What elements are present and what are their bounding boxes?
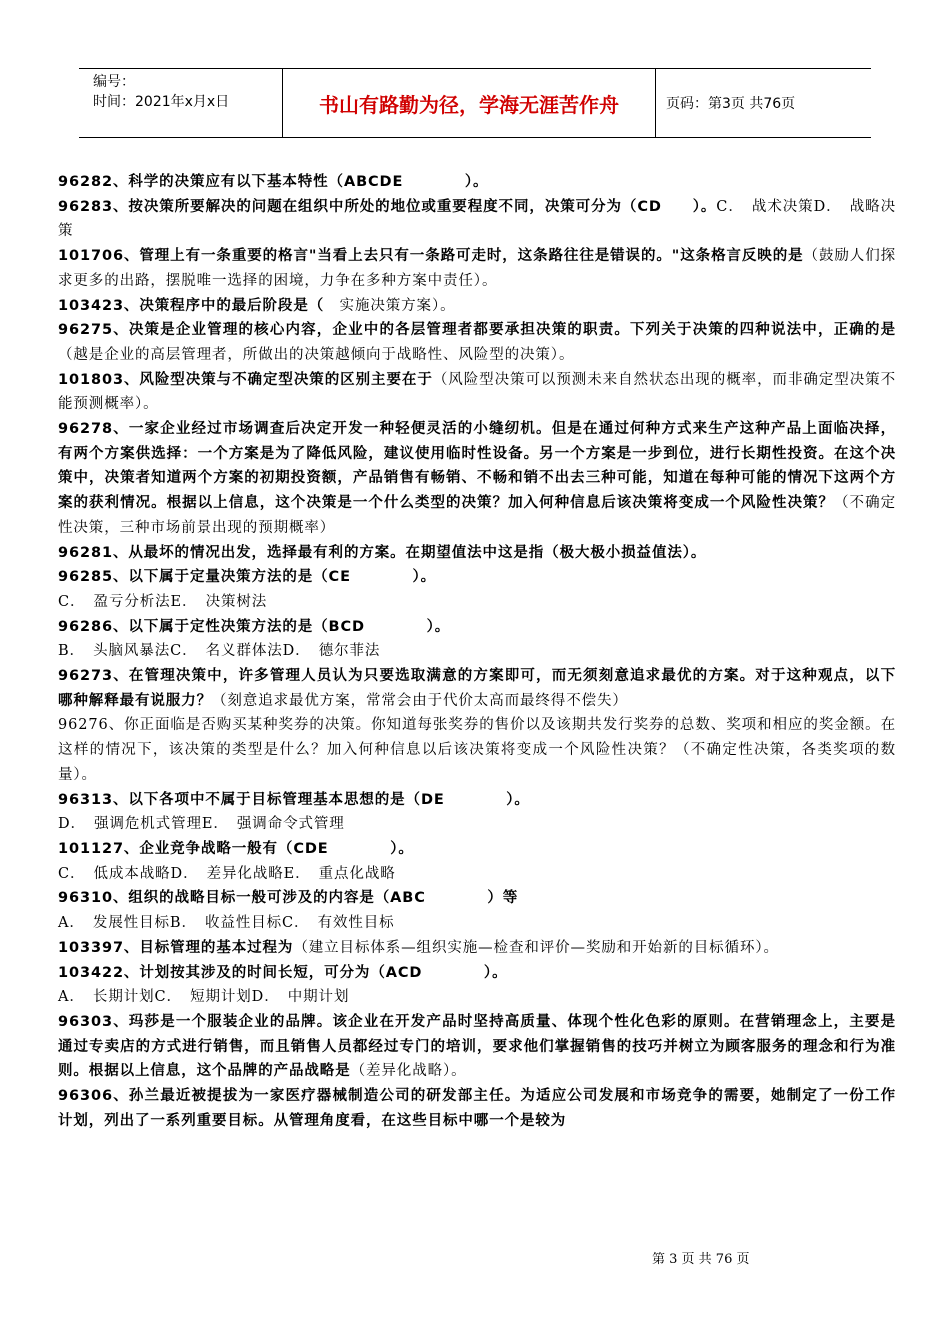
question-text: 103397、目标管理的基本过程为: [58, 939, 294, 956]
question-text: 96306、孙兰最近被提拔为一家医疗器械制造公司的研发部主任。为适应公司发展和市场竞争的需要，她制定了一份工作计划，列出了一系列重要目标。从管理角度看，在这些目标中哪一个是较为: [58, 1088, 896, 1129]
options-text: A． 发展性目标B． 收益性目标C． 有效性目标: [58, 915, 395, 932]
page-footer: 第 3 页 共 76 页: [652, 1252, 750, 1267]
number-label: 编号：: [93, 74, 135, 90]
question-paragraph: [58, 318, 896, 367]
question-paragraph: [58, 294, 896, 319]
question-text: 96275、决策是企业管理的核心内容，企业中的各层管理者都要承担决策的职责。下列关于决策的四种说法中，正确的是: [58, 322, 896, 339]
question-text: 96286、以下属于定性决策方法的是（BCD ）。: [58, 618, 451, 635]
options-text: D． 强调危机式管理E． 强调命令式管理: [58, 816, 345, 833]
options-text: 96276、你正面临是否购买某种奖券的决策。你知道每张奖券的售价以及该期共发行奖券的总数、奖项和相应的奖金额。在这样的情况下，该决策的类型是什么？加入何种信息以后该决策将变成一个风险性决策？（不确定性决策，各类奖项的数量）。: [58, 717, 896, 783]
question-paragraph: [58, 1010, 896, 1084]
answer-text: （建立目标体系—组织实施—检查和评价—奖励和开始新的目标循环）。: [293, 939, 779, 956]
answer-text: （差异化战略）。: [350, 1063, 467, 1080]
question-paragraph: [58, 244, 896, 293]
question-text: 96281、从最坏的情况出发，选择最有利的方案。在期望值法中这是指（极大极小损益值法）。: [58, 544, 707, 561]
answer-text: （越是企业的高层管理者，所做出的决策越倾向于战略性、风险型的决策）。: [58, 346, 575, 363]
header-page-info: 页码：第3页 共76页: [666, 96, 796, 112]
question-text: 96285、以下属于定量决策方法的是（CE ）。: [58, 569, 437, 586]
header-meta: [79, 69, 282, 137]
question-paragraph: [58, 615, 896, 640]
answer-text: （不确定性决策，三种市场前景出现的预期概率）: [58, 495, 896, 536]
question-paragraph: [58, 590, 896, 615]
question-paragraph: [58, 664, 896, 713]
answer-text: （鼓励人们探求更多的出路，摆脱唯一选择的困境，力争在多种方案中责任）。: [58, 248, 897, 289]
question-paragraph: [58, 911, 896, 936]
question-text: 96278、一家企业经过市场调查后决定开发一种轻便灵活的小缝纫机。但是在通过何种方式来生产这种产品上面临决择，有两个方案供选择：一个方案是为了降低风险，建议使用临时性设备。另一个方案是一步到位，进行长期性投资。在这个决策中，决策者知道两个方案的初期投资额，产品销售有畅销、不畅和销不出去三种可能，知道在每种可能的情况下这两个方案的获利情况。根据以上信息，这个决策是一个什么类型的决策？加入何种信息后该决策将变成一个风险性决策？: [58, 421, 896, 512]
question-paragraph: [58, 1084, 896, 1133]
time-label: 时间：2021年x月x日: [93, 94, 230, 110]
question-paragraph: [58, 417, 896, 541]
question-paragraph: [58, 837, 896, 862]
question-paragraph: [58, 936, 896, 961]
question-paragraph: [58, 886, 896, 911]
options-text: C． 低成本战略D． 差异化战略E． 重点化战略: [58, 865, 396, 882]
question-paragraph: [58, 812, 896, 837]
question-text: 96273、在管理决策中，许多管理人员认为只要选取满意的方案即可，而无须刻意追求最优的方案。对于这种观点，以下哪种解释最有说服力？: [58, 668, 896, 709]
question-text: 96313、以下各项中不属于目标管理基本思想的是（DE ）。: [58, 791, 530, 808]
answer-text: 实施决策方案）。: [324, 297, 456, 314]
question-paragraph: [58, 713, 896, 787]
answer-text: C． 战术决策D． 战略决策: [58, 198, 896, 240]
answer-text: （刻意追求最优方案，常常会由于代价太高而最终得不偿失）: [212, 692, 628, 709]
question-paragraph: [58, 195, 896, 244]
question-text: 101706、管理上有一条重要的格言"当看上去只有一条路可走时，这条路往往是错误的。"这条格言反映的是: [58, 248, 804, 265]
question-paragraph: [58, 368, 896, 417]
answer-text: （风险型决策可以预测未来自然状态出现的概率，而非确定型决策不能预测概率）。: [58, 371, 897, 413]
question-text: 103423、决策程序中的最后阶段是（: [58, 297, 325, 314]
question-text: 101127、企业竞争战略一般有（CDE ）。: [58, 840, 414, 857]
question-paragraph: [58, 639, 896, 664]
question-text: 96310、组织的战略目标一般可涉及的内容是（ABC ）等: [58, 890, 519, 907]
options-text: C． 盈亏分析法E． 决策树法: [58, 593, 268, 610]
question-text: 96282、科学的决策应有以下基本特性（ABCDE ）。: [58, 174, 489, 190]
question-text: 101803、风险型决策与不确定型决策的区别主要在于: [58, 371, 433, 388]
question-paragraph: [58, 788, 896, 813]
question-paragraph: [58, 985, 896, 1010]
question-paragraph: [58, 541, 896, 566]
question-text: 96283、按决策所要解决的问题在组织中所处的地位或重要程度不同，决策可分为（CD ）。: [58, 198, 717, 215]
header-motto: 书山有路勤为径，学海无涯苦作舟: [282, 69, 656, 137]
question-paragraph: [58, 961, 896, 986]
question-text: 96303、玛莎是一个服装企业的品牌。该企业在开发产品时坚持高质量、体现个性化色彩的原则。在营销理念上，主要是通过专卖店的方式进行销售，而且销售人员都经过专门的培训，要求他们掌握销售的技巧并树立为顾客服务的理念和行为准则。根据以上信息，这个品牌的产品战略是: [58, 1013, 896, 1080]
options-text: A． 长期计划C． 短期计划D． 中期计划: [58, 989, 350, 1006]
document-body: [58, 170, 896, 1133]
question-paragraph: [58, 170, 896, 195]
options-text: B． 头脑风暴法C． 名义群体法D． 德尔菲法: [58, 643, 381, 660]
question-text: 103422、计划按其涉及的时间长短，可分为（ACD ）。: [58, 964, 508, 981]
question-paragraph: [58, 862, 896, 887]
question-paragraph: [58, 565, 896, 590]
page-header: [79, 68, 871, 138]
